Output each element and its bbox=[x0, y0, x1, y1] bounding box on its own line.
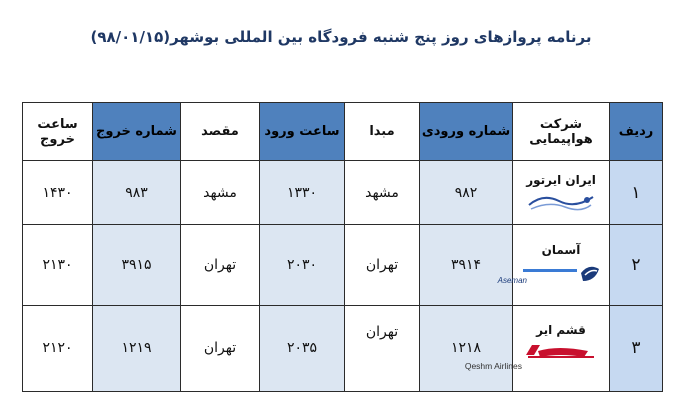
origin-cell: تهران bbox=[345, 305, 420, 391]
arrival-time-cell: ۲۰۳۰ bbox=[260, 225, 345, 305]
departure-flight-cell: ۹۸۳ bbox=[93, 161, 181, 225]
header-destination: مقصد bbox=[181, 103, 260, 161]
airline-cell bbox=[513, 161, 610, 225]
aseman-logo-text: Aseman bbox=[497, 276, 527, 286]
departure-time-cell: ۱۴۳۰ bbox=[23, 161, 93, 225]
airline-cell bbox=[497, 225, 610, 305]
airline-name: ایران ایرتور bbox=[526, 172, 596, 187]
departure-time-cell: ۲۱۳۰ bbox=[23, 225, 93, 305]
header-arrival-flight: شماره ورودی bbox=[420, 103, 513, 161]
origin-cell: تهران bbox=[345, 225, 420, 305]
flight-schedule-table bbox=[22, 102, 663, 392]
table-row bbox=[23, 225, 663, 305]
table-header-row bbox=[23, 103, 663, 161]
header-row-no: ردیف bbox=[610, 103, 663, 161]
departure-time-cell: ۲۱۲۰ bbox=[23, 305, 93, 391]
header-airline: شرکت هواپیمایی bbox=[513, 103, 610, 161]
arrival-time-cell: ۱۳۳۰ bbox=[260, 161, 345, 225]
departure-flight-cell: ۳۹۱۵ bbox=[93, 225, 181, 305]
header-departure-flight: شماره خروج bbox=[93, 103, 181, 161]
header-arrival-time: ساعت ورود bbox=[260, 103, 345, 161]
row-number: ۱ bbox=[610, 161, 663, 225]
page-title: برنامه پروازهای روز پنج شنبه فرودگاه بین المللی بوشهر(۹۸/۰۱/۱۵) bbox=[90, 28, 592, 46]
airline-name: قشم ایر bbox=[536, 323, 586, 338]
destination-cell: تهران bbox=[181, 305, 260, 391]
arrival-flight-cell: ۱۲۱۸ bbox=[420, 305, 513, 391]
row-number: ۳ bbox=[610, 305, 663, 391]
table-row bbox=[23, 161, 663, 225]
arrival-flight-cell: ۹۸۲ bbox=[420, 161, 513, 225]
airline-name: آسمان bbox=[541, 243, 581, 258]
qeshm-logo-text: Qeshm Airlines bbox=[464, 361, 522, 372]
iran-airtour-logo bbox=[525, 191, 597, 213]
aseman-logo bbox=[497, 261, 603, 287]
destination-cell: مشهد bbox=[181, 161, 260, 225]
origin-cell: مشهد bbox=[345, 161, 420, 225]
arrival-time-cell: ۲۰۳۵ bbox=[260, 305, 345, 391]
header-departure-time: ساعت خروج bbox=[23, 103, 93, 161]
departure-flight-cell: ۱۲۱۹ bbox=[93, 305, 181, 391]
table-row bbox=[23, 305, 663, 391]
destination-cell: تهران bbox=[181, 225, 260, 305]
arrival-flight-cell: ۳۹۱۴ bbox=[420, 225, 513, 305]
header-origin: مبدا bbox=[345, 103, 420, 161]
row-number: ۲ bbox=[610, 225, 663, 305]
